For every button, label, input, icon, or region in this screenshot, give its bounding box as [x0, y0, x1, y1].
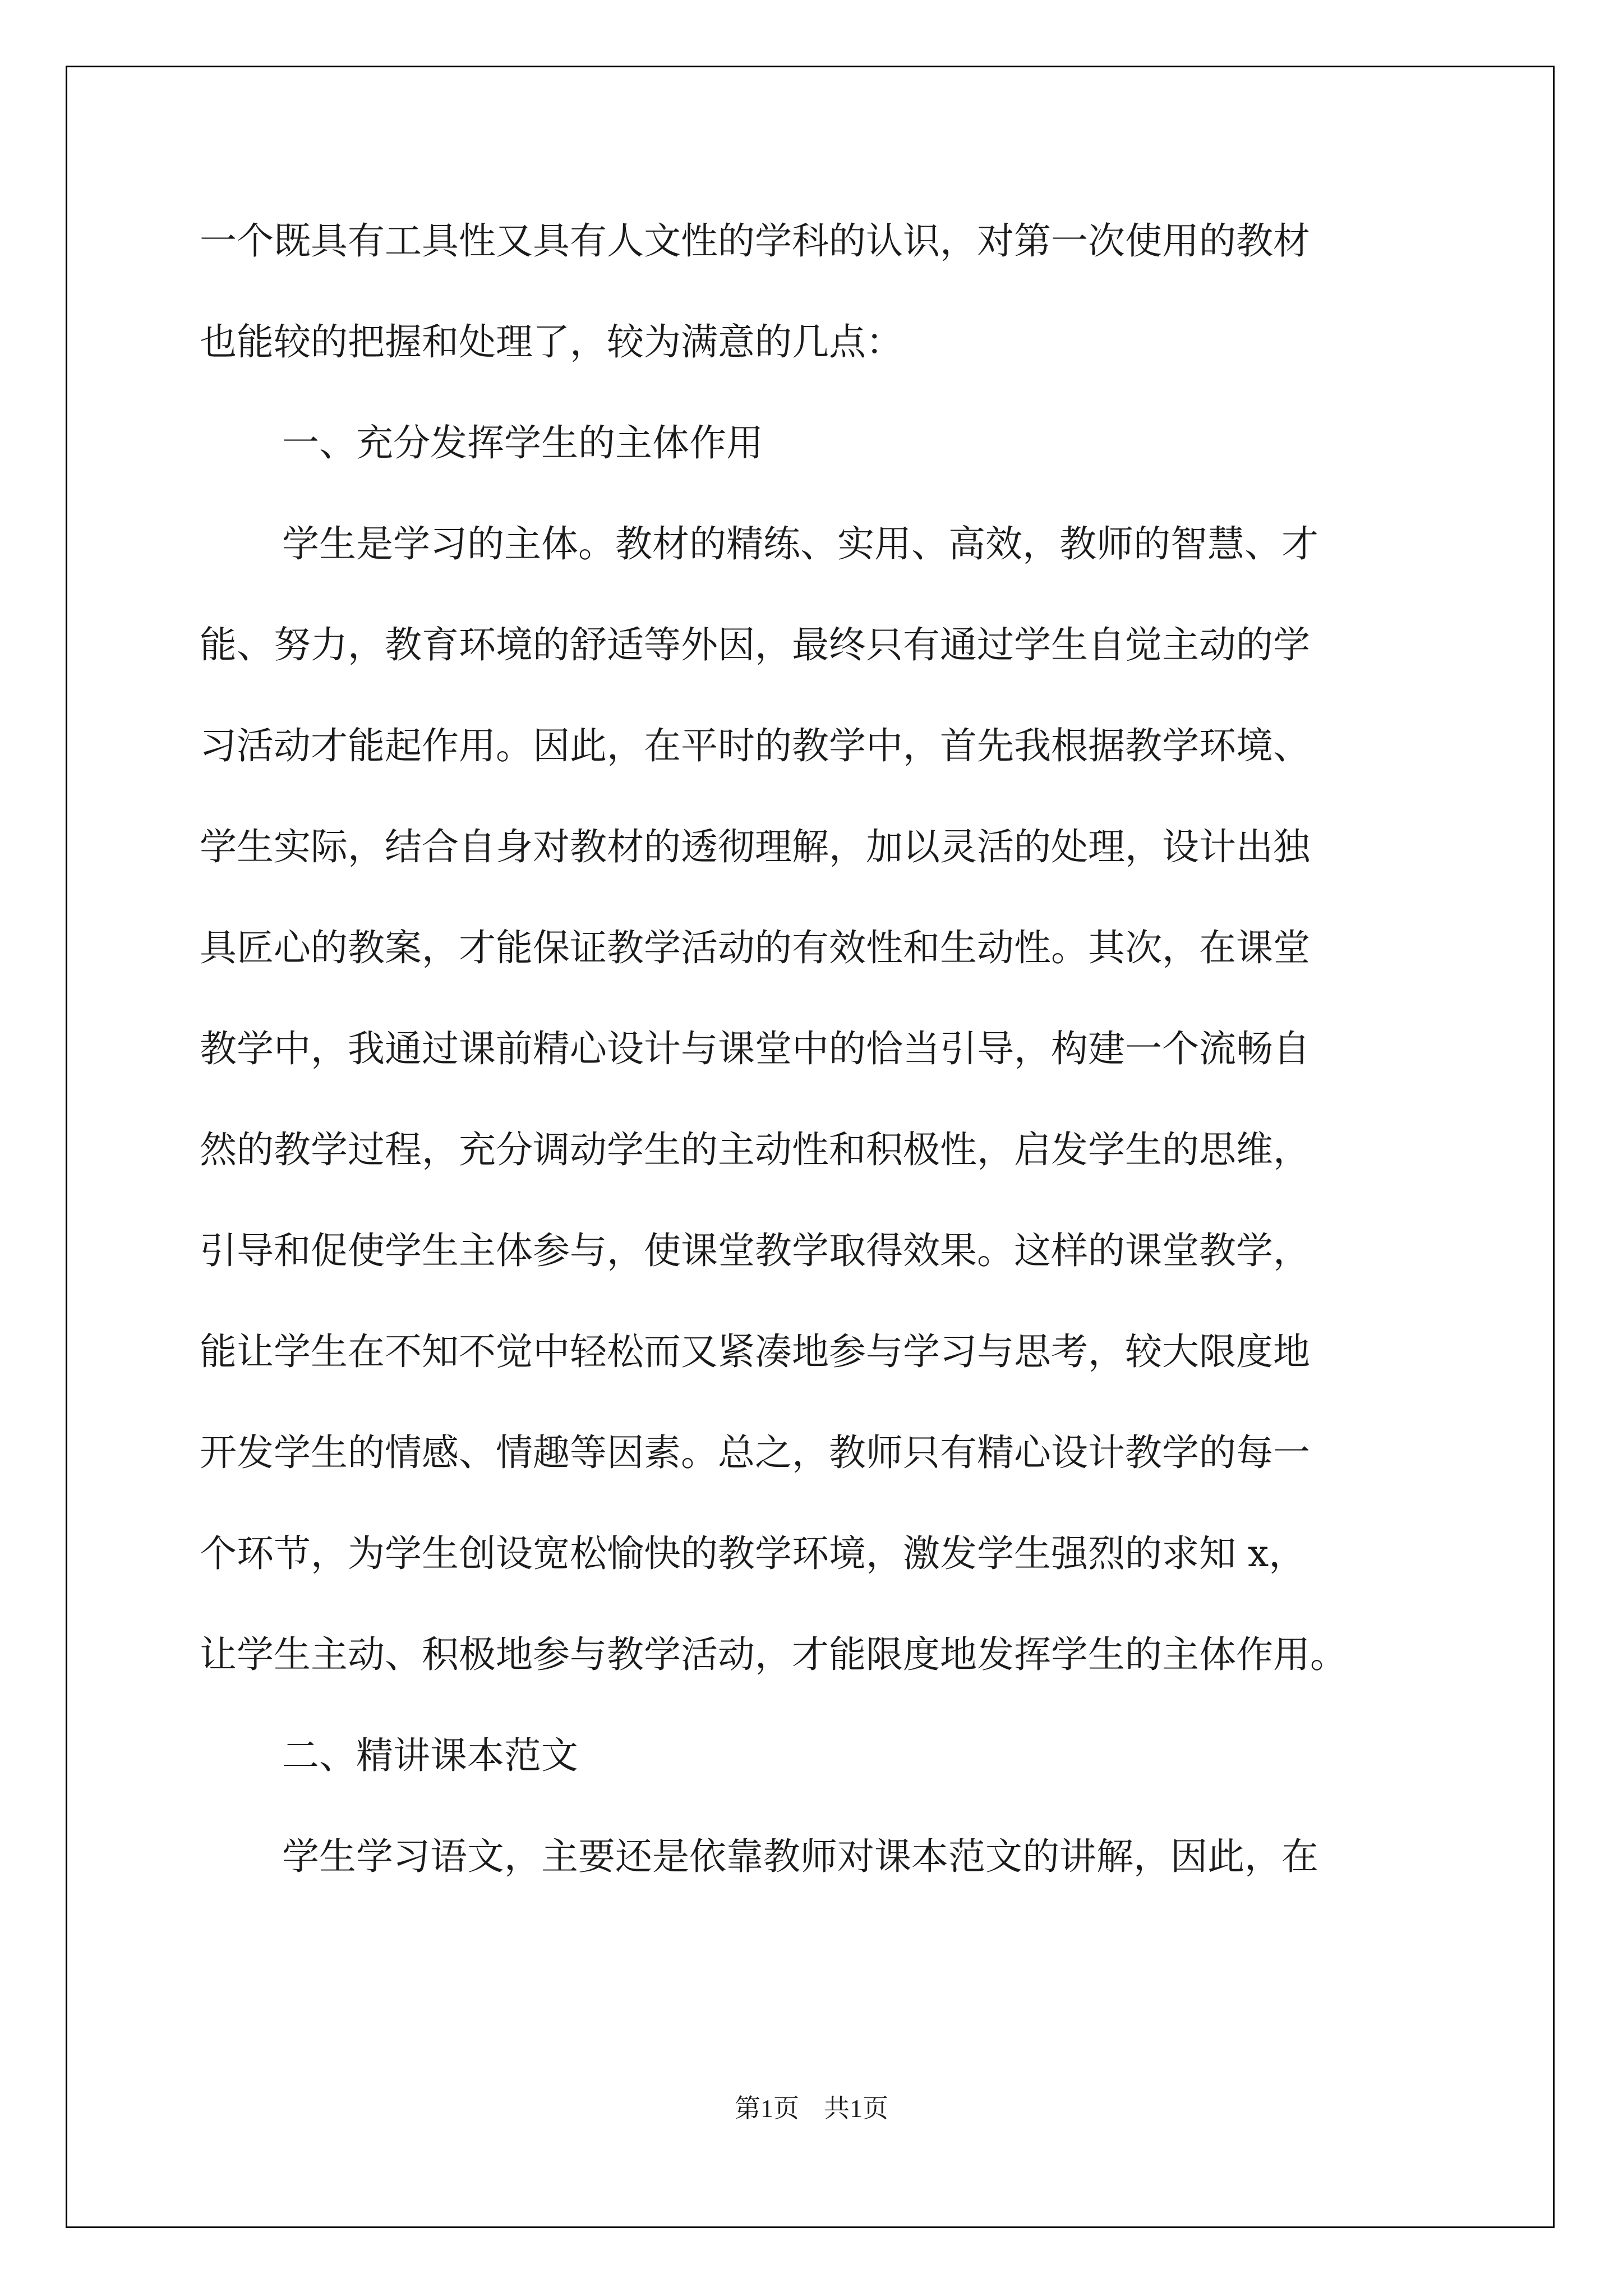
section-heading: 一、充分发挥学生的主体作用	[282, 421, 763, 464]
paragraph-line: 习活动才能起作用。因此，在平时的教学中，首先我根据教学环境、	[200, 724, 1310, 767]
page-total: 共1页	[824, 2094, 888, 2123]
paragraph-line: 学生实际，结合自身对教材的透彻理解，加以灵活的处理，设计出独	[200, 825, 1310, 868]
section-heading: 二、精讲课本范文	[282, 1734, 578, 1777]
paragraph-line: 一个既具有工具性又具有人文性的学科的认识，对第一次使用的教材	[200, 219, 1310, 263]
page-footer	[0, 2088, 1623, 2125]
paragraph-line: 能让学生在不知不觉中轻松而又紧凑地参与学习与思考，较大限度地	[200, 1330, 1310, 1373]
paragraph-line: 学生学习语文，主要还是依靠教师对课本范文的讲解，因此，在	[282, 1835, 1318, 1878]
paragraph-line: 具匠心的教案，才能保证教学活动的有效性和生动性。其次，在课堂	[200, 926, 1310, 969]
paragraph-line: 能、努力，教育环境的舒适等外因，最终只有通过学生自觉主动的学	[200, 623, 1310, 666]
paragraph-line: 开发学生的情感、情趣等因素。总之，教师只有精心设计教学的每一	[200, 1431, 1310, 1474]
paragraph-line: 教学中，我通过课前精心设计与课堂中的恰当引导，构建一个流畅自	[200, 1027, 1310, 1070]
paragraph-line: 然的教学过程，充分调动学生的主动性和积极性，启发学生的思维，	[200, 1128, 1310, 1171]
paragraph-line: 引导和促使学生主体参与，使课堂教学取得效果。这样的课堂教学，	[200, 1229, 1310, 1272]
paragraph-line: 让学生主动、积极地参与教学活动，才能限度地发挥学生的主体作用。	[200, 1633, 1347, 1676]
page-number: 第1页	[735, 2094, 799, 2123]
paragraph-line: 也能较的把握和处理了，较为满意的几点：	[200, 320, 903, 364]
paragraph-line: 学生是学习的主体。教材的精练、实用、高效，教师的智慧、才	[282, 522, 1318, 565]
paragraph-line: 个环节，为学生创设宽松愉快的教学环境，激发学生强烈的求知 x，	[200, 1532, 1306, 1575]
